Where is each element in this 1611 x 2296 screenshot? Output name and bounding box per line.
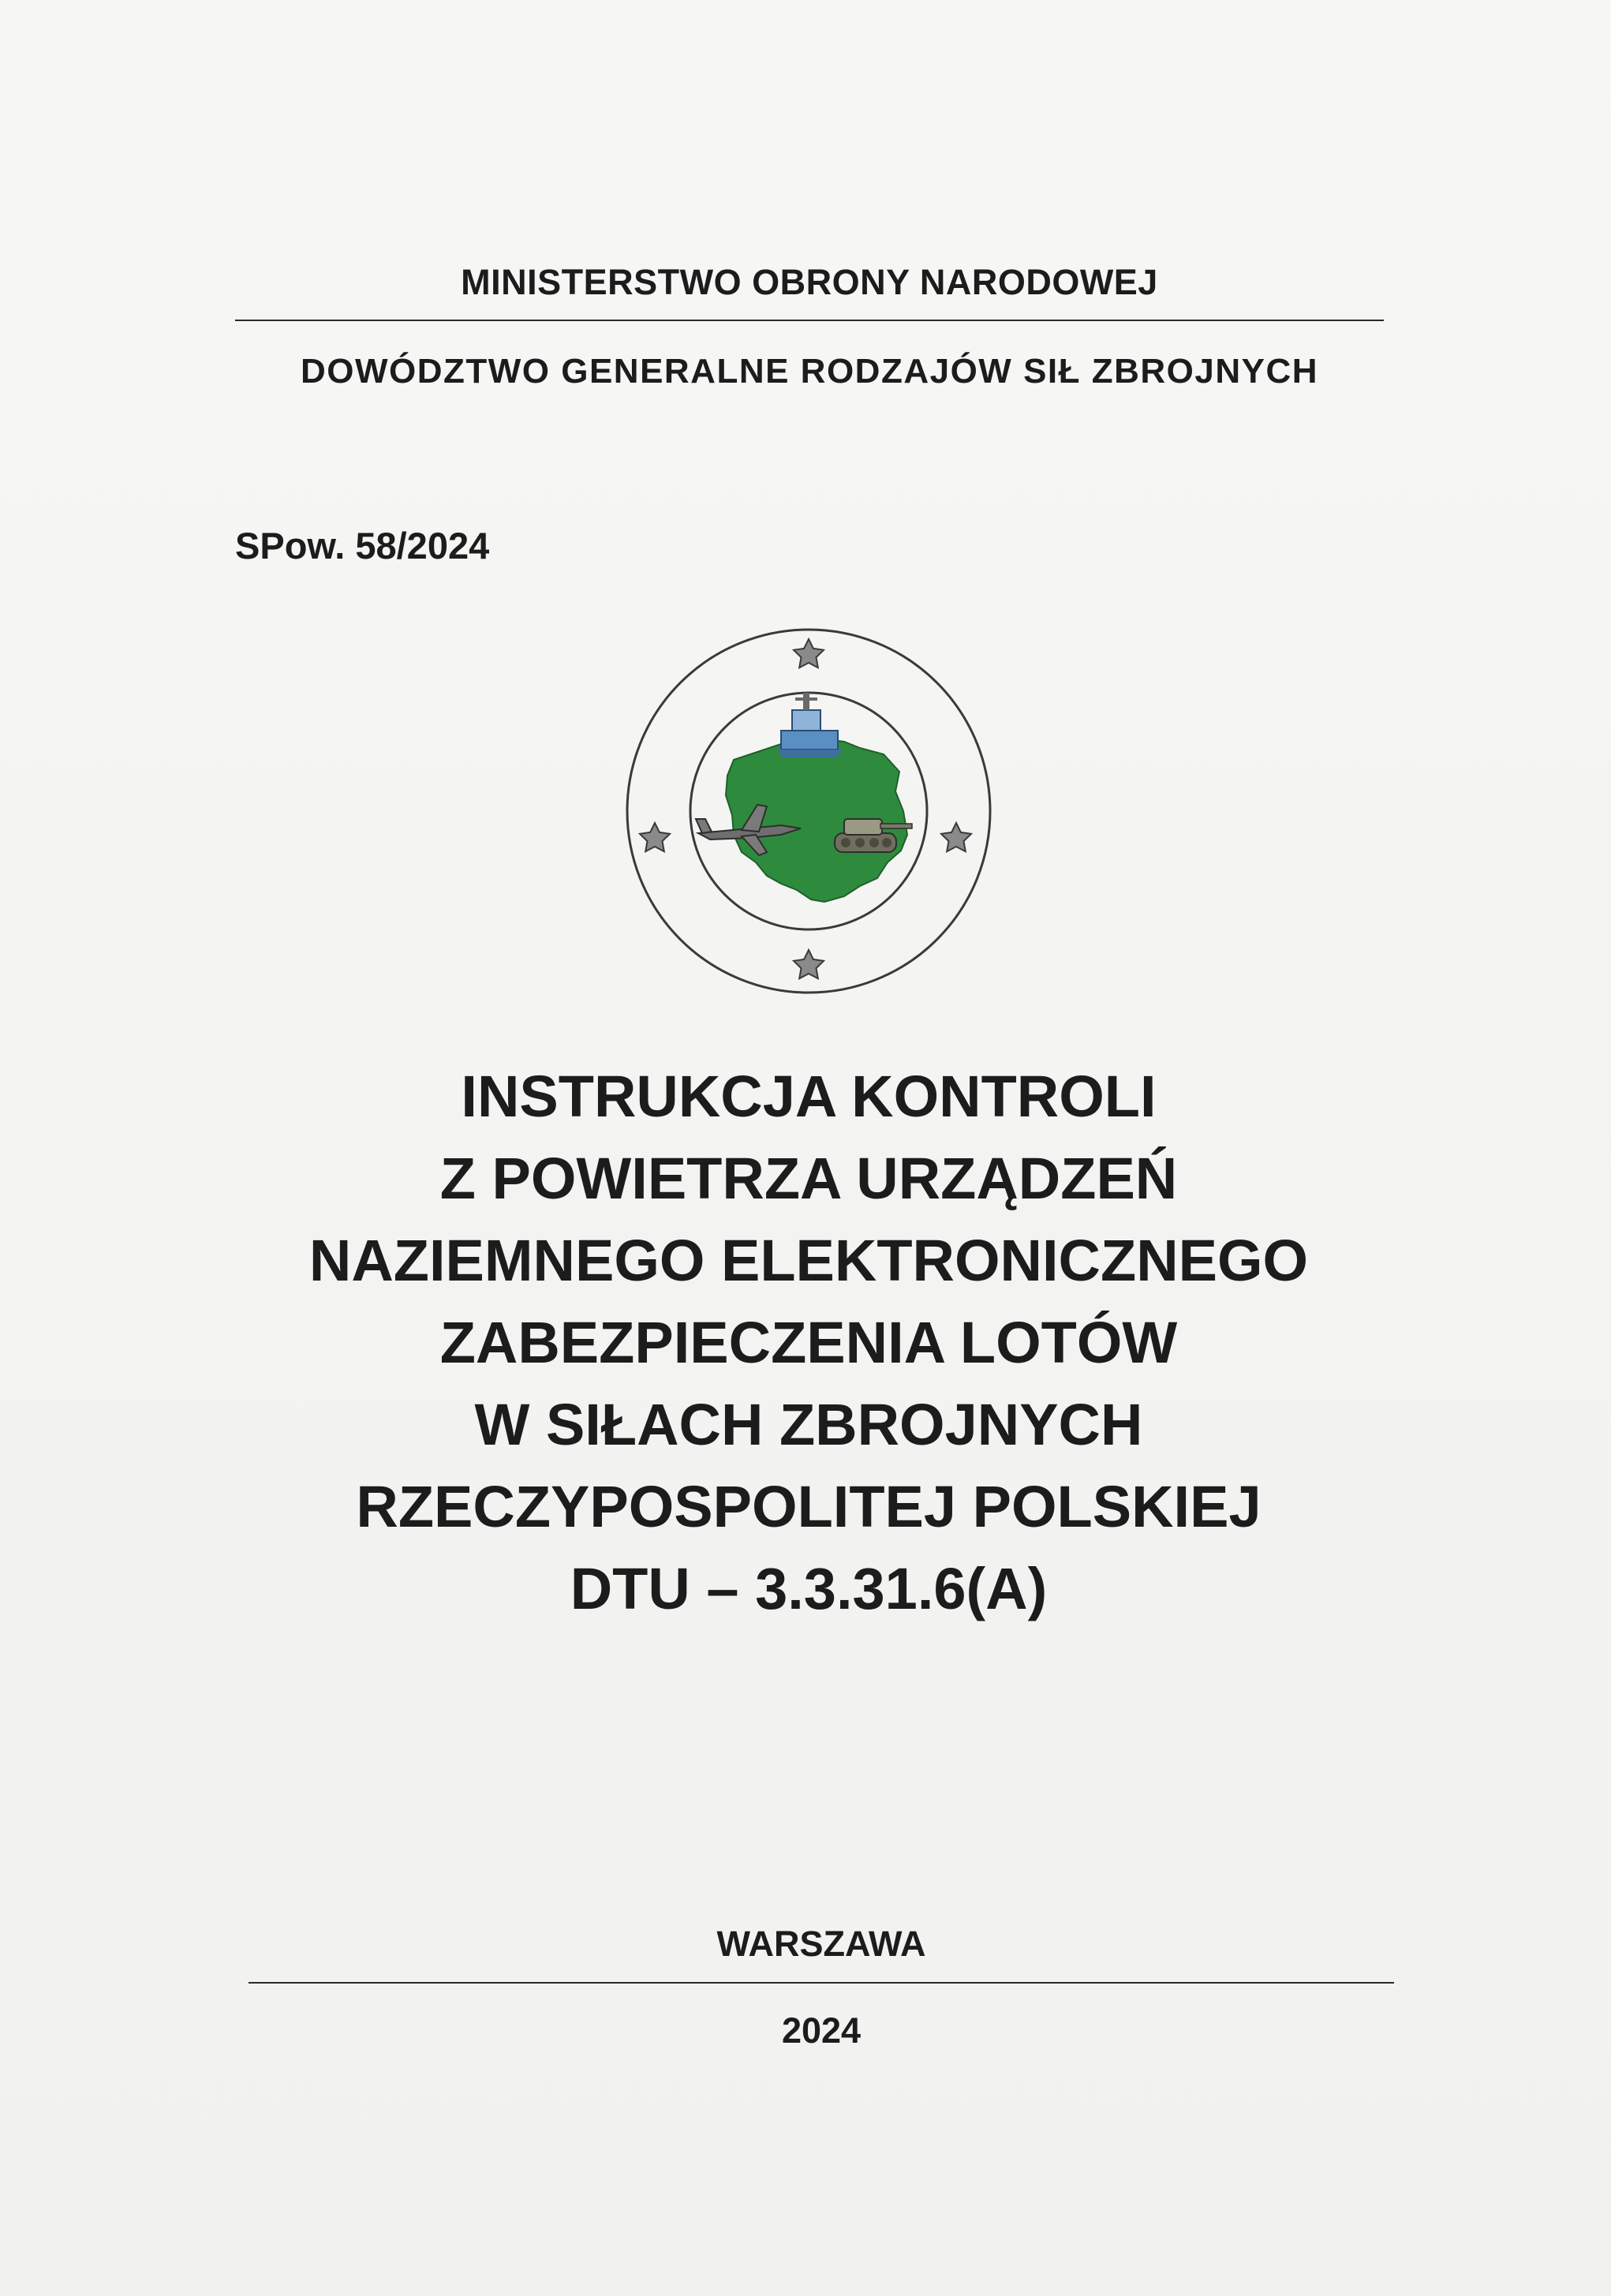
document-id: SPow. 58/2024 (235, 525, 490, 567)
title-line: NAZIEMNEGO ELEKTRONICZNEGO (308, 1228, 1309, 1293)
star-icon (794, 950, 824, 978)
star-icon (794, 639, 824, 667)
document-title (158, 1056, 1460, 1630)
title-line: W SIŁACH ZBROJNYCH (474, 1392, 1143, 1457)
title-line: RZECZYPOSPOLITEJ POLSKIEJ (356, 1474, 1262, 1539)
publication-city: WARSZAWA (716, 1924, 926, 1964)
title-line: Z POWIETRZA URZĄDZEŃ (439, 1146, 1178, 1211)
star-icon (941, 823, 971, 851)
title-line: INSTRUKCJA KONTROLI (461, 1064, 1157, 1129)
title-line: ZABEZPIECZENIA LOTÓW (439, 1310, 1178, 1375)
ship-icon (776, 693, 843, 757)
armed-forces-emblem (623, 622, 994, 1000)
publication-year: 2024 (781, 2010, 862, 2051)
document-code: DTU – 3.3.31.6(A) (570, 1556, 1048, 1621)
footer-divider (249, 1982, 1394, 1984)
ministry-heading: MINISTERSTWO OBRONY NARODOWEJ (461, 262, 1158, 302)
command-heading: DOWÓDZTWO GENERALNE RODZAJÓW SIŁ ZBROJNYCH (300, 352, 1319, 391)
star-icon (640, 823, 670, 851)
header-divider (235, 320, 1384, 321)
